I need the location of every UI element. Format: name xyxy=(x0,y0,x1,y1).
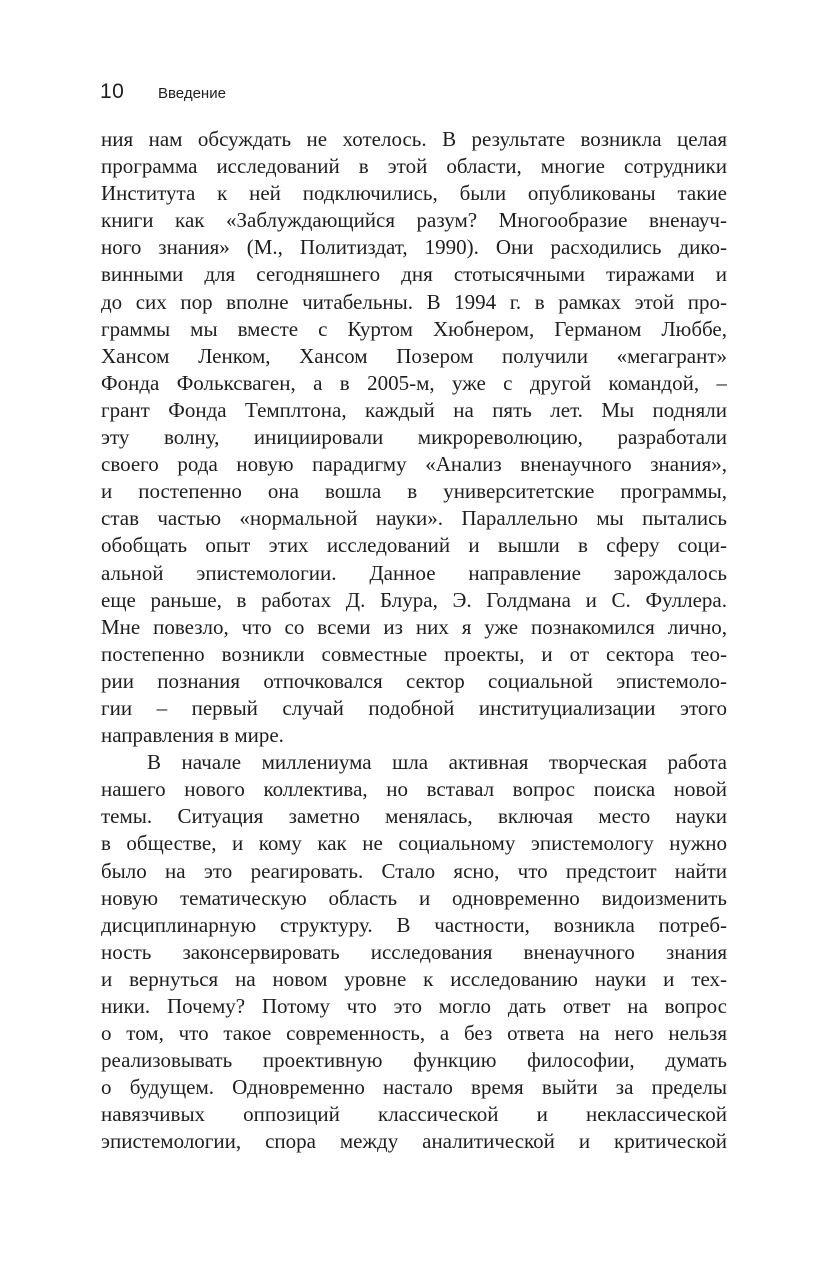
text-line: рии познания отпочковался сектор социальной эпистемоло- xyxy=(101,668,727,693)
text-line: став частью «нормальной науки». Параллельно мы пытались xyxy=(101,506,727,531)
text-line: дисциплинарную структуру. В частности, возникла потреб- xyxy=(101,912,727,937)
text-line: постепенно возникли совместные проекты, и от сектора тео- xyxy=(101,641,727,666)
text-line: Фонда Фольксваген, а в 2005-м, уже с другой командой, – xyxy=(101,370,727,395)
text-line: В начале миллениума шла активная творческая работа xyxy=(147,750,727,775)
page-number: 10 xyxy=(100,80,125,103)
running-head xyxy=(100,80,226,110)
text-line: нашего нового коллектива, но вставал вопрос поиска новой xyxy=(101,777,727,802)
text-line: о будущем. Одновременно настало время выйти за пределы xyxy=(101,1075,727,1100)
text-line: Мне повезло, что со всеми из них я уже познакомился лично, xyxy=(101,614,727,639)
text-line: ния нам обсуждать не хотелось. В результате возникла целая xyxy=(101,127,727,151)
text-line: Хансом Ленком, Хансом Позером получили «мегагрант» xyxy=(101,343,727,368)
text-line: своего рода новую парадигму «Анализ вненаучного знания», xyxy=(101,452,727,477)
text-line: еще раньше, в работах Д. Блура, Э. Голдмана и С. Фуллера. xyxy=(101,587,727,612)
text-line: граммы мы вместе с Куртом Хюбнером, Германом Люббе, xyxy=(101,316,727,341)
text-line: ного знания» (М., Политиздат, 1990). Они расходились дико- xyxy=(101,235,727,260)
text-line: о том, что такое современность, а без ответа на него нельзя xyxy=(101,1021,727,1046)
text-line: навязчивых оппозиций классической и неклассической xyxy=(101,1102,727,1127)
text-line: темы. Ситуация заметно менялась, включая место науки xyxy=(101,804,727,829)
text-line: в обществе, и кому как не социальному эпистемологу нужно xyxy=(101,831,727,856)
text-line: грант Фонда Темплтона, каждый на пять лет. Мы подняли xyxy=(101,397,727,422)
text-line: альной эпистемологии. Данное направление зарождалось xyxy=(101,560,727,585)
text-line: обобщать опыт этих исследований и вышли в сферу соци- xyxy=(101,533,727,558)
text-line: ники. Почему? Потому что это могло дать ответ на вопрос xyxy=(101,994,727,1018)
text-line: ность законсервировать исследования вненаучного знания xyxy=(101,939,727,964)
text-line: Института к ней подключились, были опубликованы такие xyxy=(101,181,727,206)
text-line: винными для сегодняшнего дня стотысячными тиражами и xyxy=(101,262,727,287)
text-line: новую тематическую область и одновременно видоизменить xyxy=(101,885,727,910)
body-text xyxy=(101,126,727,1156)
text-line: эту волну, инициировали микрореволюцию, разработали xyxy=(101,425,727,450)
text-line: и постепенно она вошла в университетские программы, xyxy=(101,479,727,504)
text-line: книги как «Заблуждающийся разум? Многообразие вненауч- xyxy=(101,208,727,233)
text-line: гии – первый случай подобной институциализации этого xyxy=(101,695,727,720)
text-line: до сих пор вполне читабельны. В 1994 г. в рамках этой про- xyxy=(101,289,727,314)
paragraph xyxy=(101,749,727,1155)
text-line: реализовывать проективную функцию философии, думать xyxy=(101,1048,727,1073)
text-line: направления в мире. xyxy=(101,723,284,748)
text-line: и вернуться на новом уровне к исследованию науки и тех- xyxy=(101,966,727,991)
section-title: Введение xyxy=(158,85,226,102)
text-line: программа исследований в этой области, многие сотрудники xyxy=(101,154,727,179)
text-line: эпистемологии, спора между аналитической и критической xyxy=(101,1129,727,1154)
paragraph xyxy=(101,126,727,749)
text-line: было на это реагировать. Стало ясно, что предстоит найти xyxy=(101,858,727,883)
